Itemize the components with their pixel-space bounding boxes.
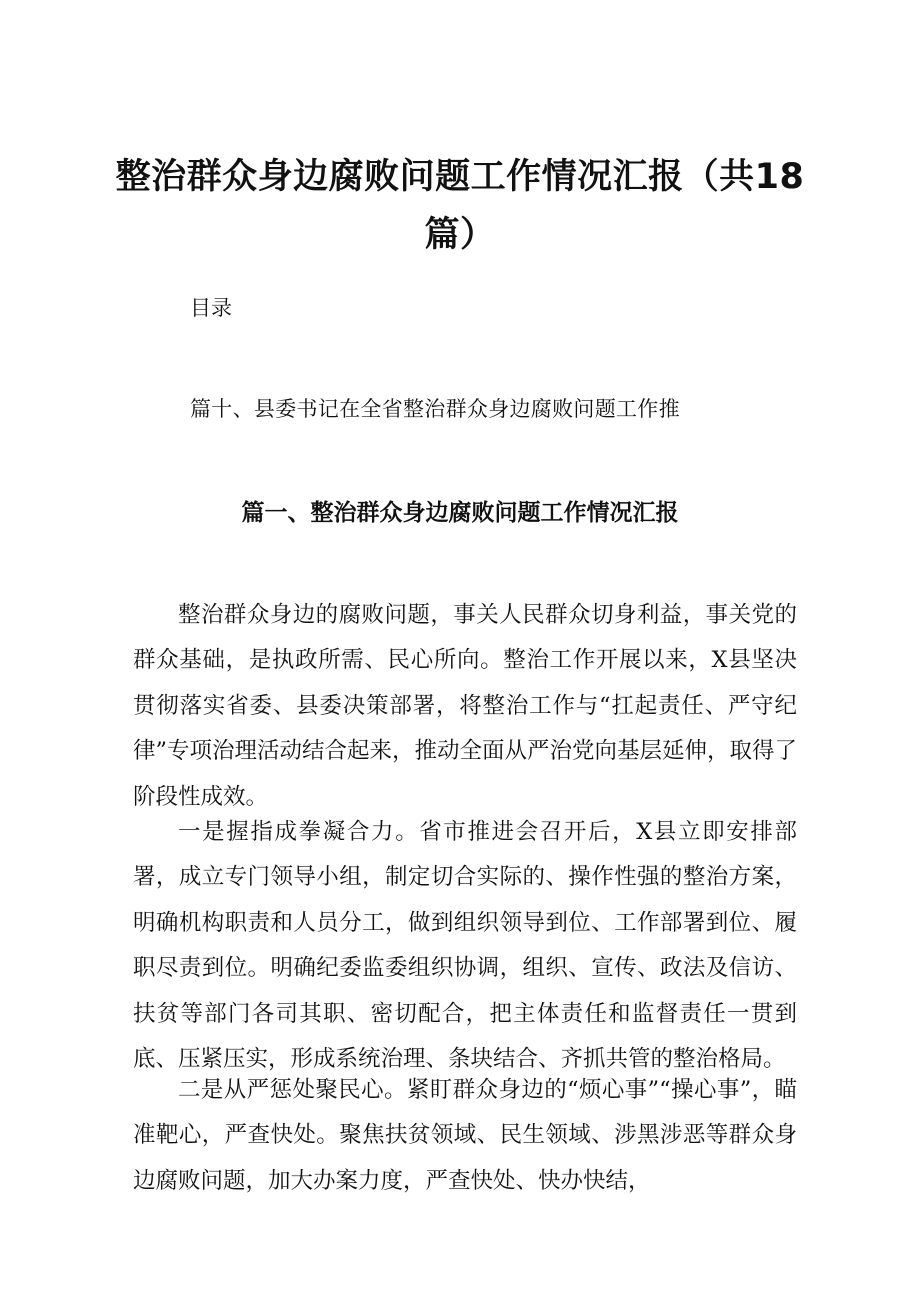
body-paragraph-2: 二是从严惩处聚民心。紧盯群众身边的“烦心事”“操心事”，瞄准靶心，严查快处。聚焦扶贫领域、民生领域、涉黑涉恶等群众身边腐败问题，加大办案力度，严查快处、快办快结， bbox=[133, 1077, 797, 1194]
section-heading: 篇一、整治群众身边腐败问题工作情况汇报 bbox=[241, 500, 679, 526]
toc-entry[interactable]: 篇十、县委书记在全省整治群众身边腐败问题工作推 bbox=[190, 397, 680, 421]
document-title: 整治群众身边腐败问题工作情况汇报（共18篇） bbox=[115, 157, 805, 255]
body-paragraph-1: 一是握指成拳凝合力。省市推进会召开后，X县立即安排部署，成立专门领导小组，制定切合实际的、操作性强的整治方案，明确机构职责和人员分工，做到组织领导到位、工作部署到位、履职尽责到位。明确纪委监委组织协调，组织、宣传、政法及信访、扶贫等部门各司其职、密切配合，把主体责任和监督责任一贯到底、压紧压实，形成系统治理、条块结合、齐抓共管的整治格局。 bbox=[133, 819, 797, 1073]
body-paragraph-intro: 整治群众身边的腐败问题，事关人民群众切身利益，事关党的群众基础，是执政所需、民心所向。整治工作开展以来，X县坚决贯彻落实省委、县委决策部署，将整治工作与“扛起责任、严守纪律”专项治理活动结合起来，推动全面从严治党向基层延伸，取得了阶段性成效。 bbox=[133, 602, 798, 810]
toc-label: 目录 bbox=[190, 296, 232, 320]
